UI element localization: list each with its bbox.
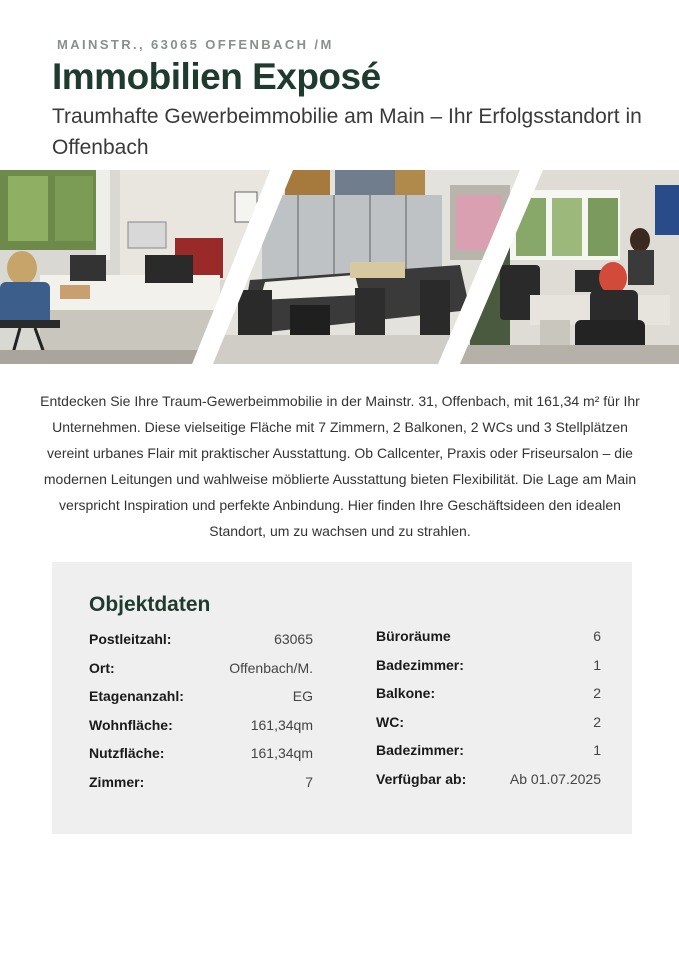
objektdaten-value: 6 — [593, 628, 601, 644]
objektdaten-right-column — [376, 628, 601, 800]
address-eyebrow: MAINSTR., 63065 OFFENBACH /M — [57, 37, 334, 52]
objektdaten-row — [376, 685, 601, 714]
objektdaten-value: 1 — [593, 656, 601, 673]
objektdaten-left-column — [89, 631, 313, 803]
objektdaten-value: 161,34qm — [250, 716, 313, 733]
objektdaten-title: Objektdaten — [89, 593, 211, 616]
objektdaten-value: Offenbach/M. — [229, 659, 313, 676]
objektdaten-label: WC: — [376, 713, 404, 730]
page-subtitle: Traumhafte Gewerbeimmobilie am Main – Ihr Erfolgsstandort in Offenbach — [52, 105, 642, 159]
objektdaten-label: Verfügbar ab: — [376, 770, 467, 787]
objektdaten-label: Badezimmer: — [376, 656, 464, 673]
objektdaten-label: Nutzfläche: — [89, 745, 165, 762]
photo-strip — [0, 170, 679, 364]
objektdaten-value: 2 — [593, 685, 601, 702]
objektdaten-value: Ab 01.07.2025 — [509, 770, 601, 787]
objektdaten-row — [89, 660, 313, 689]
objektdaten-label: Balkone: — [376, 685, 436, 702]
intro-paragraph: Entdecken Sie Ihre Traum-Gewerbeimmobilie in der Mainstr. 31, Offenbach, mit 161,34 m² für Ihr Unternehmen. Diese vielseitige Fläche mit 7 Zimmern, 2 Balkonen, 2 WCs und 3 Stellplätzen vereint urbanes Flair mit praktischer Ausstattung. Ob Callcenter, Praxis oder Friseursalon – die modernen Leitungen und wahlweise möblierte Ausstattung bieten Flexibilität. Die Lage am Main verspricht Inspiration und perfekte Anbindung. Hier finden Ihre Geschäftsideen den idealen Standort, um zu wachsen und zu strahlen. — [40, 393, 640, 539]
objektdaten-label: Etagenanzahl: — [89, 688, 184, 705]
objektdaten-row — [89, 717, 313, 746]
objektdaten-row — [376, 771, 601, 800]
objektdaten-value: 7 — [305, 773, 313, 790]
objektdaten-value: 2 — [593, 713, 601, 730]
objektdaten-label: Wohnfläche: — [89, 716, 173, 733]
objektdaten-value: 161,34qm — [250, 745, 313, 762]
objektdaten-row — [376, 714, 601, 743]
objektdaten-label: Zimmer: — [89, 773, 145, 790]
objektdaten-label: Postleitzahl: — [89, 631, 172, 647]
objektdaten-row — [376, 742, 601, 771]
objektdaten-row — [89, 631, 313, 660]
objektdaten-label: Ort: — [89, 659, 115, 676]
objektdaten-row — [89, 774, 313, 803]
objektdaten-value: 63065 — [274, 631, 313, 647]
objektdaten-label: Büroräume — [376, 628, 451, 644]
objektdaten-value: EG — [292, 688, 313, 705]
objektdaten-label: Badezimmer: — [376, 742, 464, 759]
page-title: Immobilien Exposé — [52, 56, 381, 97]
objektdaten-row — [376, 657, 601, 686]
objektdaten-card — [52, 562, 632, 834]
objektdaten-row — [89, 688, 313, 717]
objektdaten-row — [89, 745, 313, 774]
objektdaten-row — [376, 628, 601, 657]
objektdaten-value: 1 — [593, 742, 601, 759]
